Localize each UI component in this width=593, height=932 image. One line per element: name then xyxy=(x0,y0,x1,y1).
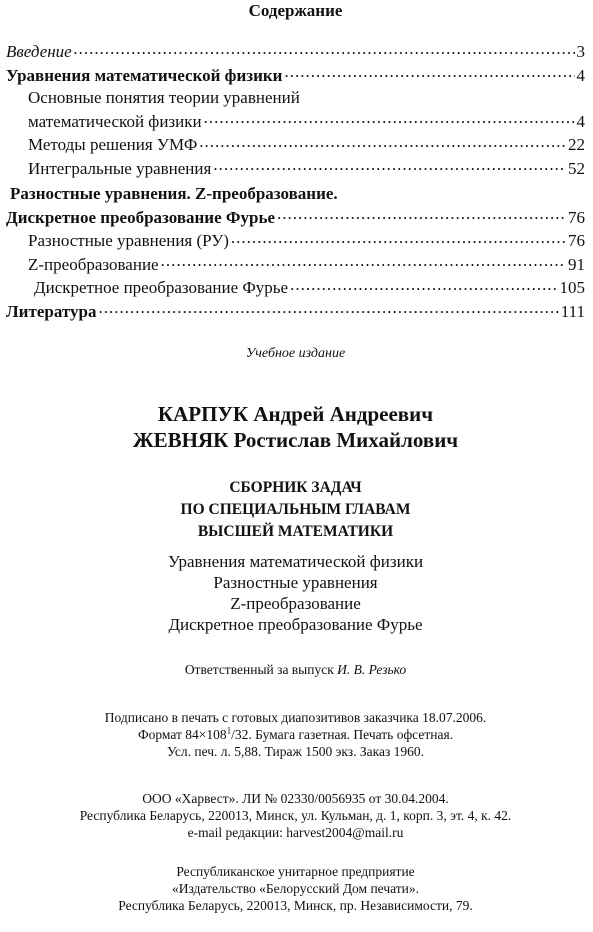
print-format-sup: 1 xyxy=(226,725,232,736)
authors xyxy=(6,401,585,453)
toc-entry-methods xyxy=(6,133,585,157)
toc-entry-z-transform xyxy=(6,253,585,277)
print-format-rest: /32. Бумага газетная. Печать офсетная. xyxy=(231,727,454,742)
toc-entry-label: Литература xyxy=(6,301,97,321)
toc-entry-page: 22 xyxy=(568,135,585,154)
book-title-line: ПО СПЕЦИАЛЬНЫМ ГЛАВАМ xyxy=(180,501,411,518)
table-of-contents xyxy=(6,40,585,323)
toc-entry-label: Z-преобразование xyxy=(28,254,159,274)
toc-entry-page: 52 xyxy=(568,158,585,178)
printer-line: «Издательство «Белорусский Дом печати». xyxy=(171,881,420,896)
print-format-line xyxy=(6,726,585,743)
print-details-line: Подписано в печать с готовых диапозитивов заказчика 18.07.2006. xyxy=(104,710,487,725)
toc-entry-page: 3 xyxy=(576,42,585,61)
toc-entry-difference-line1: Разностные уравнения. Z-преобразование. xyxy=(10,184,338,203)
publisher-line: Республика Беларусь, 220013, Минск, ул. Кульман, д. 1, корп. 3, эт. 4, к. 42. xyxy=(79,808,512,823)
edition-note: Учебное издание xyxy=(245,346,346,361)
toc-entry-page: 76 xyxy=(568,207,585,227)
toc-leader-dots xyxy=(199,133,566,150)
toc-entry-label: Методы решения УМФ xyxy=(28,135,198,154)
toc-leader-dots xyxy=(161,253,566,270)
toc-entry-basic-concepts xyxy=(6,110,585,134)
toc-entry-dft xyxy=(6,276,585,300)
toc-leader-dots xyxy=(231,229,566,246)
toc-entry-label: Введение xyxy=(6,42,72,61)
print-format-text: Формат 84×108 xyxy=(137,727,227,742)
author-name: КАРПУК Андрей Андреевич xyxy=(157,402,434,426)
toc-leader-dots xyxy=(98,300,558,317)
publisher-line: ООО «Харвест». ЛИ № 02330/0056935 от 30.04.2004. xyxy=(142,791,449,806)
print-details xyxy=(6,709,585,760)
book-subtitles xyxy=(6,551,585,635)
toc-entry-math-physics xyxy=(6,64,585,88)
book-subtitle-line: Дискретное преобразование Фурье xyxy=(168,615,423,634)
toc-entry-difference xyxy=(6,206,585,230)
author-name: ЖЕВНЯК Ростислав Михайлович xyxy=(132,428,459,452)
toc-entry-label: Интегральные уравнения xyxy=(28,158,212,178)
toc-entry-page: 105 xyxy=(559,278,585,297)
toc-leader-dots xyxy=(74,40,575,57)
printer-line: Республика Беларусь, 220013, Минск, пр. Независимости, 79. xyxy=(118,898,473,913)
toc-leader-dots xyxy=(277,206,566,223)
responsible-name: И. В. Резько xyxy=(337,662,407,677)
toc-title: Содержание xyxy=(248,1,343,20)
toc-entry-integral-equations xyxy=(6,157,585,181)
toc-entry-label: Дискретное преобразование Фурье xyxy=(6,207,275,227)
toc-leader-dots xyxy=(290,276,557,293)
toc-entry-page: 111 xyxy=(560,301,585,321)
toc-entry-page: 91 xyxy=(568,254,585,274)
toc-entry-label: Дискретное преобразование Фурье xyxy=(34,278,289,297)
book-subtitle-line: Уравнения математической физики xyxy=(167,552,424,571)
book-title xyxy=(6,477,585,543)
toc-entry-difference-equations xyxy=(6,229,585,253)
toc-entry-page: 4 xyxy=(576,111,585,131)
toc-entry-page: 76 xyxy=(568,231,585,250)
printer-details xyxy=(6,863,585,914)
print-details-line: Усл. печ. л. 5,88. Тираж 1500 экз. Заказ 1960. xyxy=(166,744,425,759)
toc-leader-dots xyxy=(213,157,566,174)
book-title-line: ВЫСШЕЙ МАТЕМАТИКИ xyxy=(197,523,394,540)
responsible-prefix: Ответственный за выпуск xyxy=(184,662,334,677)
book-title-line: СБОРНИК ЗАДАЧ xyxy=(229,479,362,496)
toc-leader-dots xyxy=(284,64,574,81)
toc-leader-dots xyxy=(204,110,575,127)
toc-entry-label: Уравнения математической физики xyxy=(6,65,283,85)
printer-line: Республиканское унитарное предприятие xyxy=(176,864,415,879)
responsible-editor xyxy=(6,661,585,679)
book-subtitle-line: Z-преобразование xyxy=(230,594,361,613)
toc-entry-basic-concepts-line1: Основные понятия теории уравнений xyxy=(28,88,300,107)
publisher-line: e-mail редакции: harvest2004@mail.ru xyxy=(187,825,404,840)
toc-entry-literature xyxy=(6,300,585,324)
publisher-details xyxy=(6,790,585,841)
book-subtitle-line: Разностные уравнения xyxy=(213,573,378,592)
toc-entry-page: 4 xyxy=(576,65,585,85)
toc-entry-label: Разностные уравнения (РУ) xyxy=(28,231,229,250)
toc-entry-label: математической физики xyxy=(28,111,202,131)
toc-entry-introduction xyxy=(6,40,585,64)
